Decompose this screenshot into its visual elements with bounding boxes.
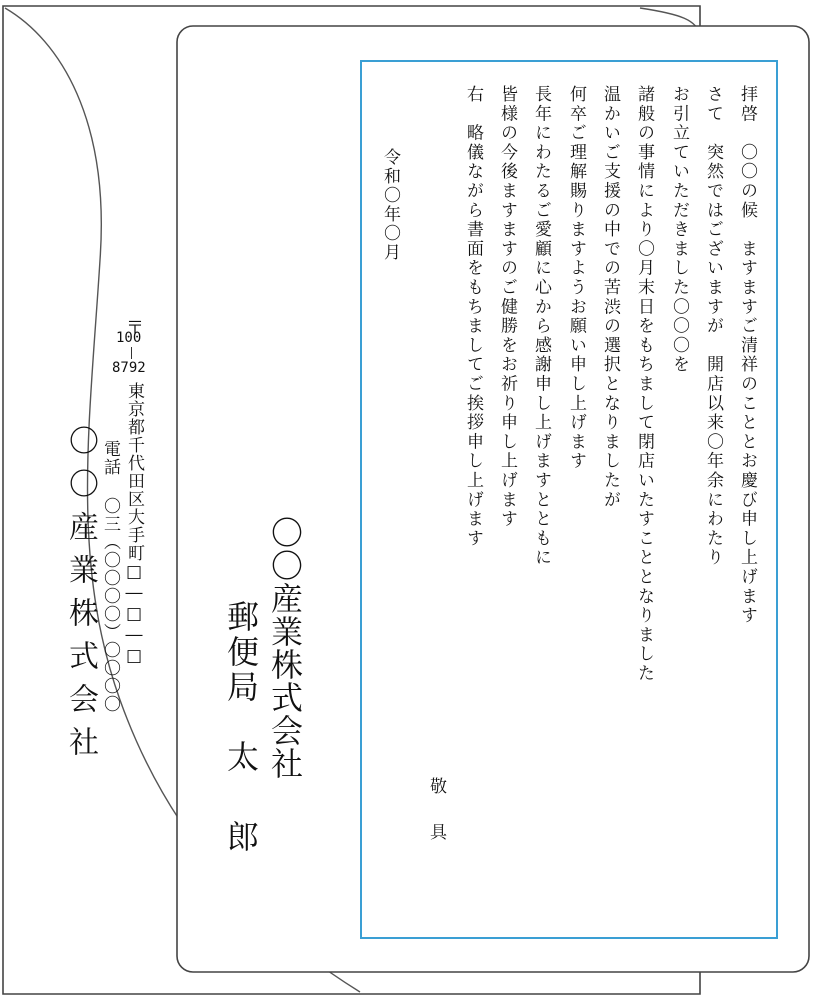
letter-line-2: さて 突然ではございますが 開店以来〇年余にわたり: [703, 85, 723, 568]
closing-gu: 具: [430, 823, 451, 843]
postal-mark: 〒: [123, 318, 144, 336]
recipient-name-line1: 郵便局: [222, 600, 260, 705]
postal-code-divider: [131, 347, 132, 359]
sender-phone: 電話 〇三（〇〇〇〇）〇〇〇〇: [100, 440, 120, 713]
letter-line-8: 皆様の今後ますますのご健勝をお祈り申し上げます: [497, 85, 517, 529]
letter-date: 令和〇年〇月: [380, 148, 400, 262]
letter-line-5: 温かいご支援の中での苦渋の選択となりましたが: [600, 85, 620, 510]
postal-code-upper: 100: [116, 330, 142, 346]
postal-code-lower: 8792: [112, 360, 146, 376]
recipient-company: 〇〇産業株式会社: [266, 516, 304, 780]
recipient-name-line2: 太郎: [222, 740, 260, 900]
letter-line-6: 何卒ご理解賜りますようお願い申し上げます: [566, 85, 586, 471]
closing-kei: 敬: [430, 777, 451, 797]
letter-line-7: 長年にわたるご愛顧に心から感謝申し上げますとともに: [531, 85, 551, 568]
sender-address: 東京都千代田区大手町□―□―□: [124, 382, 144, 667]
letter-line-1: 拝啓 〇〇の候 ますますご清祥のこととお慶び申し上げます: [737, 85, 757, 626]
letter-line-9: 右 略儀ながら書面をもちましてご挨拶申し上げます: [463, 85, 483, 549]
letter-line-4: 諸般の事情により〇月末日をもちまして閉店いたすこととなりました: [634, 85, 654, 684]
sender-company: 〇〇産業株式会社: [63, 425, 98, 769]
letter-line-3: お引立ていただきました〇〇〇を: [669, 85, 689, 375]
